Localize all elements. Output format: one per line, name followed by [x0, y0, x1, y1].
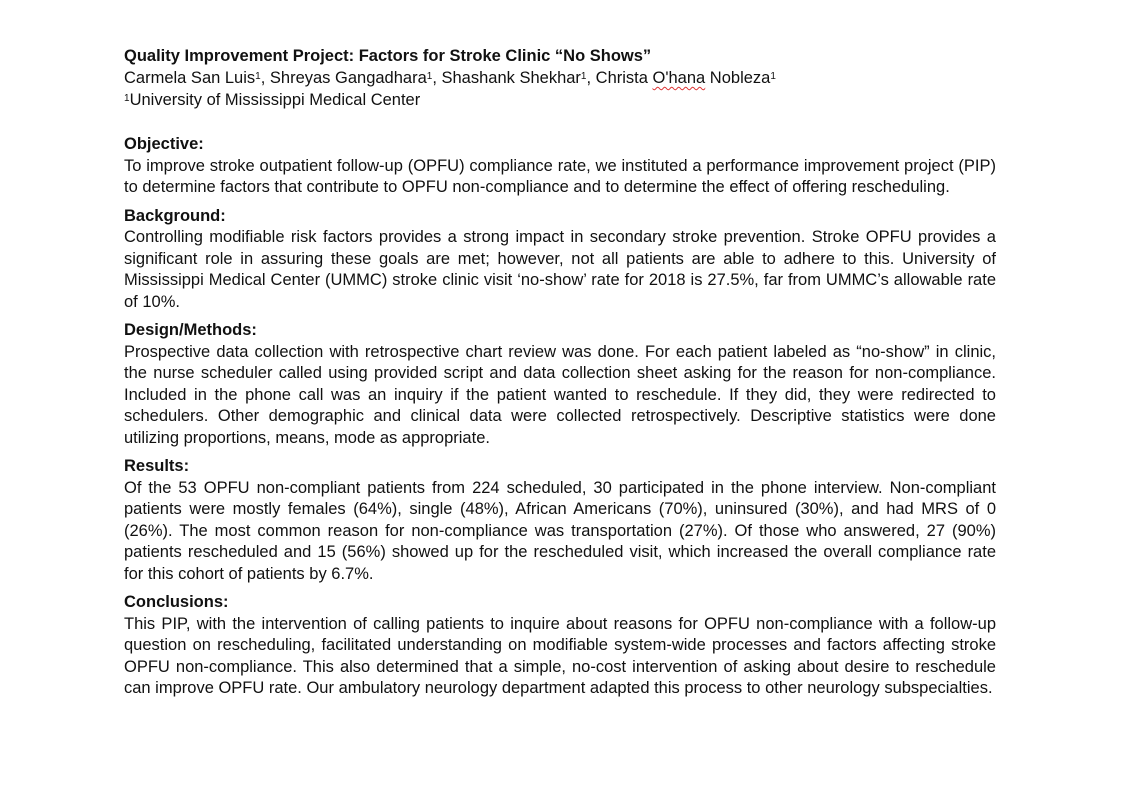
document-title: Quality Improvement Project: Factors for Stroke Clinic “No Shows” — [124, 47, 652, 65]
conclusions-section — [124, 592, 996, 700]
section-heading: Design/Methods: — [124, 321, 257, 339]
author-list: Carmela San Luis$^1$, Shreyas Gangadhara$^1$, Shashank Shekhar$^1$, Christa O'hana Nobleza$^1$ — [124, 69, 776, 87]
affiliation-superscript: 1 — [255, 71, 261, 82]
affiliation-superscript: 1 — [580, 71, 587, 82]
section-heading: Conclusions: — [124, 593, 229, 611]
affiliation-superscript: 1 — [770, 71, 776, 82]
section-heading: Objective: — [124, 135, 204, 153]
author-name: Shreyas Gangadhara — [269, 69, 427, 87]
author-name-last: Nobleza — [705, 69, 771, 87]
section-body: To improve stroke outpatient follow-up (OPFU) compliance rate, we instituted a performance improvement project (PIP) to determine factors that contribute to OPFU non-compliance and to determine the effect of offering rescheduling. — [124, 156, 996, 196]
objective-section — [124, 134, 996, 199]
background-section — [124, 206, 996, 314]
section-heading: Results: — [124, 457, 190, 475]
affiliation-name: University of Mississippi Medical Center — [129, 91, 421, 109]
section-body: Prospective data collection with retrospective chart review was done. For each patient labeled as “no-show” in clinic, the nurse scheduler called using provided script and data collection sheet asking for the reason for non-compliance. Included in the phone call was an inquiry if the patient wanted to reschedule. If they did, they were redirected to schedulers. Other demographic and clinical data were collected retrospectively. Descriptive statistics were done utilizing proportions, means, mode as appropriate. — [124, 342, 996, 447]
abstract-page — [124, 45, 996, 700]
methods-section — [124, 320, 996, 449]
affiliation-superscript: 1 — [426, 71, 433, 82]
section-body: This PIP, with the intervention of calling patients to inquire about reasons for OPFU non-compliance with a follow-up question on rescheduling, facilitated understanding on modifiable system-wide processes and factors affecting stroke OPFU non-compliance. This also determined that a simple, no-cost intervention of asking about desire to reschedule can improve OPFU rate. Our ambulatory neurology department adapted this process to other neurology subspecialties. — [124, 614, 996, 697]
section-body: Of the 53 OPFU non-compliant patients from 224 scheduled, 30 participated in the phone interview. Non-compliant patients were mostly females (64%), single (48%), African Americans (70%), uninsured (30%), and had MRS of 0 (26%). The most common reason for non-compliance was transportation (27%). Of those who answered, 27 (90%) patients rescheduled and 15 (56%) showed up for the rescheduled visit, which increased the overall compliance rate for this cohort of patients by 6.7%. — [124, 478, 996, 583]
author-name: Carmela San Luis — [124, 69, 256, 87]
affiliation-line — [124, 89, 996, 111]
section-heading: Background: — [124, 206, 226, 225]
affiliation-superscript: 1 — [124, 93, 130, 104]
section-body: Controlling modifiable risk factors provides a strong impact in secondary stroke prevention. Stroke OPFU provides a significant role in assuring these goals are met; however, not all patients are able to adhere to this. University of Mississippi Medical Center (UMMC) stroke clinic visit ‘no-show’ rate for 2018 is 27.5%, far from UMMC’s allowable rate of 10%. — [124, 228, 996, 311]
author-name: Shashank Shekhar — [441, 69, 581, 87]
spellcheck-flagged-word[interactable]: O'hana — [652, 69, 706, 87]
author-name-first: Christa — [595, 69, 653, 87]
results-section — [124, 456, 996, 585]
